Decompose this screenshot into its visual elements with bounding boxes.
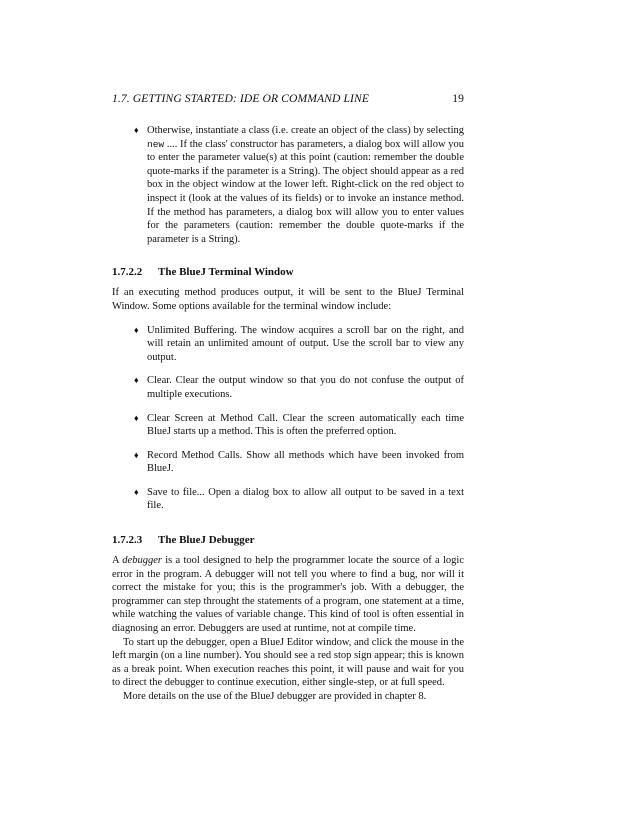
paragraph-text: is a tool designed to help the programmer locate the source of a logic error in the program. A debugger will not tell you where to find a bug, nor will it correct the mistake for you; this is the programmer's job. With a debugger, the programmer can step throught the statements of a program, one statement at a time, while watching the values of variable change. This kind of tool is often essential in diagnosing an error. Debuggers are used at runtime, not at compile time. [112, 555, 464, 635]
debugger-term: debugger [122, 555, 162, 567]
code-new: new [147, 138, 165, 150]
debugger-paragraph-1 [112, 554, 464, 636]
option-text: Unlimited Buffering. The window acquires a scroll bar on the right, and will retain an unlimited amount of output. Use the scroll bar to view any output. [147, 324, 464, 363]
paragraph-text: A [112, 555, 123, 567]
bullet-icon: ♦ [134, 375, 139, 386]
option-text: Record Method Calls. Show all methods which have been invoked from BlueJ. [147, 449, 464, 475]
debugger-heading-number: 1.7.2.3 [112, 534, 143, 547]
debugger-heading-title: The BlueJ Debugger [158, 534, 255, 547]
debugger-heading [112, 533, 464, 547]
terminal-heading-number: 1.7.2.2 [112, 266, 143, 279]
bullet-text-end: .... If the class' constructor has parameters, a dialog box will allow you to enter the parameter value(s) at this point (caution: remember the double quote-marks if the parameter is a String). The object should appear as a red box in the object window at the lower left. Right-click on the red object to inspect it (look at the values of its fields) or to invoke an instance method. If the method has parameters, a dialog box will allow you to enter values for the parameters (caution: remember the double quote-marks if the parameter is a String). [147, 138, 464, 245]
bullet-text-start: Otherwise, instantiate a class (i.e. create an object of the class) by selecting [147, 125, 464, 136]
option-text: Save to file... Open a dialog box to allow all output to be saved in a text file. [147, 486, 464, 512]
terminal-options-list [112, 324, 464, 514]
section-title: 1.7. GETTING STARTED: IDE OR COMMAND LINE [112, 92, 370, 105]
running-header [112, 92, 464, 105]
list-item [112, 412, 464, 439]
terminal-heading-title: The BlueJ Terminal Window [158, 266, 294, 279]
list-item [112, 449, 464, 476]
list-item [112, 374, 464, 401]
list-item [112, 324, 464, 365]
option-text: Clear. Clear the output window so that you do not confuse the output of multiple executions. [147, 375, 464, 400]
debugger-paragraph-2: To start up the debugger, open a BlueJ Editor window, and click the mouse in the left margin (on a line number). You should see a red stop sign appear; this is known as a break point. When execution reaches this point, it will pause and wait for you to direct the debugger to continue execution, either single-step, or at full speed. [112, 636, 464, 689]
bullet-icon: ♦ [134, 412, 139, 423]
bullet-icon: ♦ [134, 449, 139, 460]
option-text: Clear Screen at Method Call. Clear the screen automatically each time BlueJ starts up a method. This is often the preferred option. [147, 412, 464, 438]
terminal-heading [112, 265, 464, 279]
terminal-intro: If an executing method produces output, it will be sent to the BlueJ Terminal Window. Some options available for the terminal window include: [112, 287, 464, 312]
bullet-icon: ♦ [134, 486, 139, 497]
page-number: 19 [452, 92, 464, 105]
instantiate-bullet-list [112, 124, 464, 246]
debugger-paragraph-3: More details on the use of the BlueJ debugger are provided in chapter 8. [123, 691, 427, 702]
bullet-icon: ♦ [134, 125, 139, 135]
bullet-icon: ♦ [134, 324, 139, 335]
document-page [112, 92, 464, 704]
list-item [112, 124, 464, 246]
list-item [112, 486, 464, 513]
